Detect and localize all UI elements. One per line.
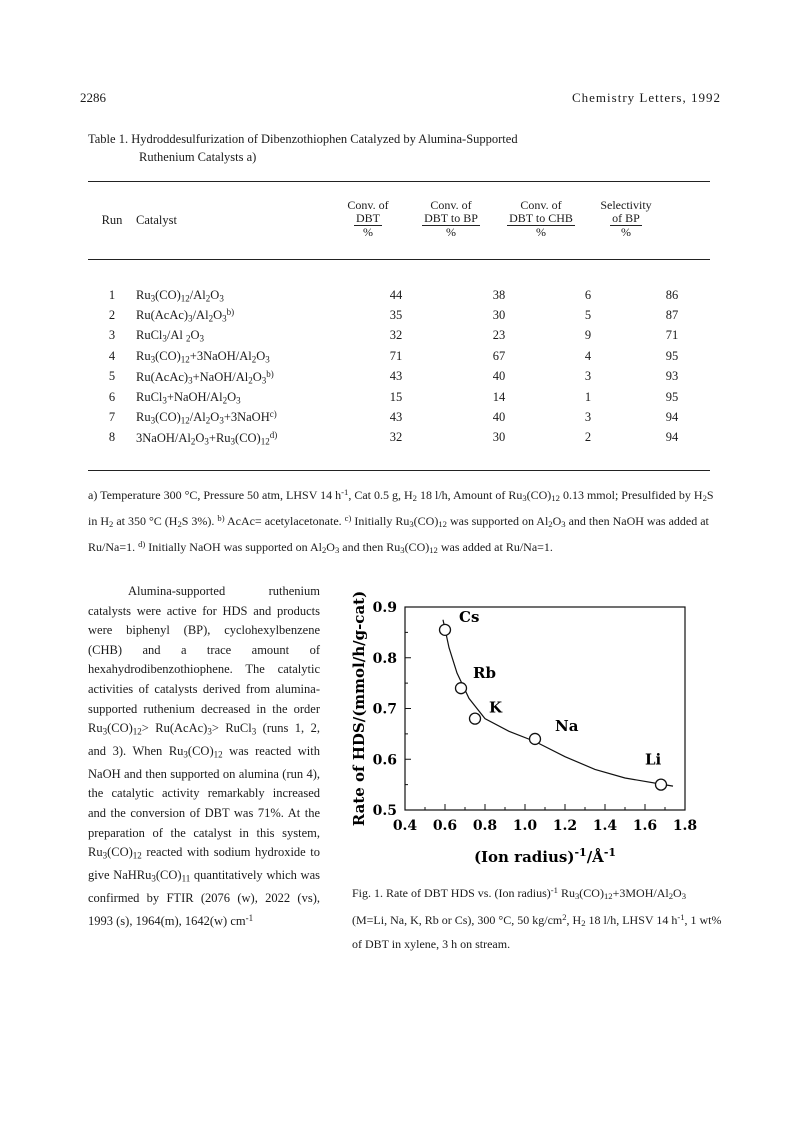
header-conv-bp: Conv. of DBT to BP % xyxy=(424,198,478,239)
body-paragraph xyxy=(88,582,320,931)
run-cell: 6 xyxy=(108,389,116,404)
conv-bp-cell: 40 xyxy=(492,410,506,425)
point-label-li: Li xyxy=(645,750,662,769)
table-row xyxy=(88,346,710,366)
x-tick-label: 1.0 xyxy=(512,818,538,834)
selectivity-cell: 95 xyxy=(665,348,679,363)
conv-dbt-cell: 15 xyxy=(389,389,403,404)
header-catalyst: Catalyst xyxy=(136,213,177,227)
selectivity-cell: 93 xyxy=(665,369,679,384)
conv-chb-cell: 5 xyxy=(584,308,592,323)
y-axis-label: Rate of HDS/(mmol/h/g-cat) xyxy=(350,590,368,827)
run-cell: 2 xyxy=(108,308,116,323)
table-header-rule xyxy=(88,259,710,260)
y-tick-label: 0.6 xyxy=(372,752,397,769)
table-row xyxy=(88,305,710,325)
conv-dbt-cell: 71 xyxy=(389,348,403,363)
selectivity-cell: 71 xyxy=(665,328,679,343)
figure-1-chart xyxy=(340,585,720,870)
data-point-k xyxy=(470,713,481,724)
run-cell: 3 xyxy=(108,328,116,343)
body-paragraph-text: Alumina-supported ruthenium catalysts were active for HDS and products were biphenyl (BP), cyclohexylbenzene (CHB) and a trace amount of hexahydrodibenzothiophene. The catalytic activities of catalysts derived from alumina-supported ruthenium decreased in the order $Ru_3(CO)_{12}>$ $Ru(AcAc)_3>$ RuCl$_3$ (runs 1, 2, and 3). When $Ru_3(CO)_{12}$ was reacted with NaOH and then supported on alumina (run 4), the catalytic activity remarkably increased and the conversion of DBT was 71%. At the preparation of the catalyst in this system, $Ru_3(CO)_{12}$ reacted with sodium hydroxide to give $NaHRu_3(CO)_{11}$ quantitatively which was confirmed by FTIR (2076 (w), 2022 (vs), 1993 (s), 1964(m), 1642(w) $cm^{-1}$ xyxy=(88,584,320,928)
catalyst-cell: $Ru_3(CO)_{12}/Al_2O_3$ xyxy=(136,287,224,303)
conv-dbt-cell: 43 xyxy=(389,410,403,425)
conv-chb-cell: 1 xyxy=(584,389,592,404)
conv-chb-cell: 3 xyxy=(584,369,592,384)
x-axis-label: (Ion $radius)^{-1}/Å^{-1}$ xyxy=(473,846,617,866)
data-point-na xyxy=(530,733,541,744)
selectivity-cell: 95 xyxy=(665,389,679,404)
table-top-rule xyxy=(88,181,710,182)
conv-dbt-cell: 32 xyxy=(389,430,403,445)
selectivity-cell: 87 xyxy=(665,308,679,323)
table-row xyxy=(88,285,710,305)
x-tick-label: 1.8 xyxy=(672,818,698,834)
point-label-rb: Rb xyxy=(473,664,496,683)
page-number: 2286 xyxy=(80,90,106,105)
header-run: Run xyxy=(101,213,123,227)
journal-name: Chemistry Letters, 1992 xyxy=(571,90,721,105)
point-label-k: K xyxy=(489,698,503,717)
run-cell: 5 xyxy=(108,369,116,384)
conv-chb-cell: 4 xyxy=(584,348,592,363)
table-caption xyxy=(88,130,648,166)
x-tick-label: 0.4 xyxy=(392,818,418,834)
conv-dbt-cell: 43 xyxy=(389,369,403,384)
catalyst-cell: $Ru_3(CO)_{12}+3NaOH/Al_2O_3$ xyxy=(136,348,270,364)
conv-chb-cell: 6 xyxy=(584,287,592,302)
point-label-na: Na xyxy=(555,716,579,735)
run-cell: 4 xyxy=(108,348,116,363)
point-label-cs: Cs xyxy=(459,607,480,626)
header-selectivity: Selectivity of BP % xyxy=(600,198,652,239)
table-footnote-text: a) Temperature 300 °C, Pressure 50 atm, LHSV 14 $h^{-1}$, Cat 0.5 g, $H_2$ 18 l/h, Amount of $Ru_3(CO)_{12}$ 0.13 mmol; Presulfided by $H_2S$ in $H_2$ at 350 °C ($H_2S$ 3%). $^{b)}$ AcAc= acetylacetonate. $^{c)}$ Initially $Ru_3(CO)_{12}$ was supported on $Al_2O_3$ and then NaOH was added at Ru/Na=1. $^{d)}$ Initially NaOH was supported on $Al_2O_3$ and then $Ru_3(CO)_{12}$ was added at Ru/Na=1. xyxy=(88,487,714,556)
header-conv-dbt: Conv. of DBT % xyxy=(347,198,389,239)
x-tick-label: 1.2 xyxy=(552,818,578,834)
y-tick-label: 0.7 xyxy=(372,701,397,718)
catalyst-cell: $Ru(AcAc)_3/Al_2O_3^{b)}$ xyxy=(136,307,235,324)
conv-dbt-cell: 44 xyxy=(389,287,403,302)
data-table xyxy=(88,285,710,448)
conv-bp-cell: 23 xyxy=(492,328,506,343)
figure-caption xyxy=(352,880,722,955)
catalyst-cell: $Ru(AcAc)_3+NaOH/Al_2O_3^{b)}$ xyxy=(136,368,274,385)
y-tick-label: 0.5 xyxy=(372,803,397,819)
selectivity-cell: 94 xyxy=(665,430,679,445)
conv-dbt-cell: 35 xyxy=(389,308,403,323)
conv-bp-cell: 30 xyxy=(492,430,506,445)
conv-bp-cell: 14 xyxy=(492,389,506,404)
figure-caption-text: Fig. 1. Rate of DBT HDS vs. (Ion radius)$^{-1}$ $Ru_3(CO)_{12}+3MOH/Al_2O_3$ (M=Li, Na, K, Rb or Cs), 300 °C, 50 $kg/cm^2$, $H_2$ 18 l/h, LHSV 14 $h^{-1}$, 1 wt% of DBT in xylene, 3 h on stream. xyxy=(352,885,722,952)
selectivity-cell: 94 xyxy=(665,410,679,425)
table-row xyxy=(88,387,710,407)
table-row xyxy=(88,407,710,427)
x-tick-label: 0.6 xyxy=(432,818,458,834)
table-caption-line1: Table 1. Hydroddesulfurization of Dibenzothiophen Catalyzed by Alumina-Supported xyxy=(88,132,518,146)
data-point-rb xyxy=(456,683,467,694)
conv-chb-cell: 3 xyxy=(584,410,592,425)
conv-dbt-cell: 32 xyxy=(389,328,403,343)
table-row xyxy=(88,367,710,387)
x-tick-label: 0.8 xyxy=(472,818,498,834)
conv-chb-cell: 9 xyxy=(584,328,592,343)
conv-bp-cell: 40 xyxy=(492,369,506,384)
x-tick-label: 1.6 xyxy=(632,818,658,834)
y-tick-label: 0.9 xyxy=(372,600,397,616)
run-cell: 8 xyxy=(108,430,116,445)
run-cell: 1 xyxy=(108,287,116,302)
y-tick-label: 0.8 xyxy=(372,650,397,667)
header-conv-chb: Conv. of DBT to CHB % xyxy=(509,198,573,239)
table-row xyxy=(88,326,710,346)
x-tick-label: 1.4 xyxy=(592,818,618,834)
selectivity-cell: 86 xyxy=(665,287,679,302)
conv-chb-cell: 2 xyxy=(584,430,592,445)
table-caption-line2: Ruthenium Catalysts a) xyxy=(139,150,257,164)
conv-bp-cell: 30 xyxy=(492,308,506,323)
run-cell: 7 xyxy=(108,410,116,425)
fit-curve xyxy=(443,620,673,786)
catalyst-cell: $3NaOH/Al_2O_3+Ru_3(CO)_{12}^{d)}$ xyxy=(136,429,278,447)
table-row xyxy=(88,428,710,448)
data-point-cs xyxy=(440,624,451,635)
table-footnote xyxy=(88,482,718,560)
table-bottom-rule xyxy=(88,470,710,471)
catalyst-cell: $RuCl_3+NaOH/Al_2O_3$ xyxy=(136,389,241,405)
catalyst-cell: $Ru_3(CO)_{12}/Al_2O_3+3NaOH^{c)}$ xyxy=(136,409,277,426)
conv-bp-cell: 38 xyxy=(492,287,506,302)
catalyst-cell: RuCl$_3$/Al $_2O_3$ xyxy=(136,328,205,344)
data-point-li xyxy=(656,779,667,790)
conv-bp-cell: 67 xyxy=(492,348,506,363)
